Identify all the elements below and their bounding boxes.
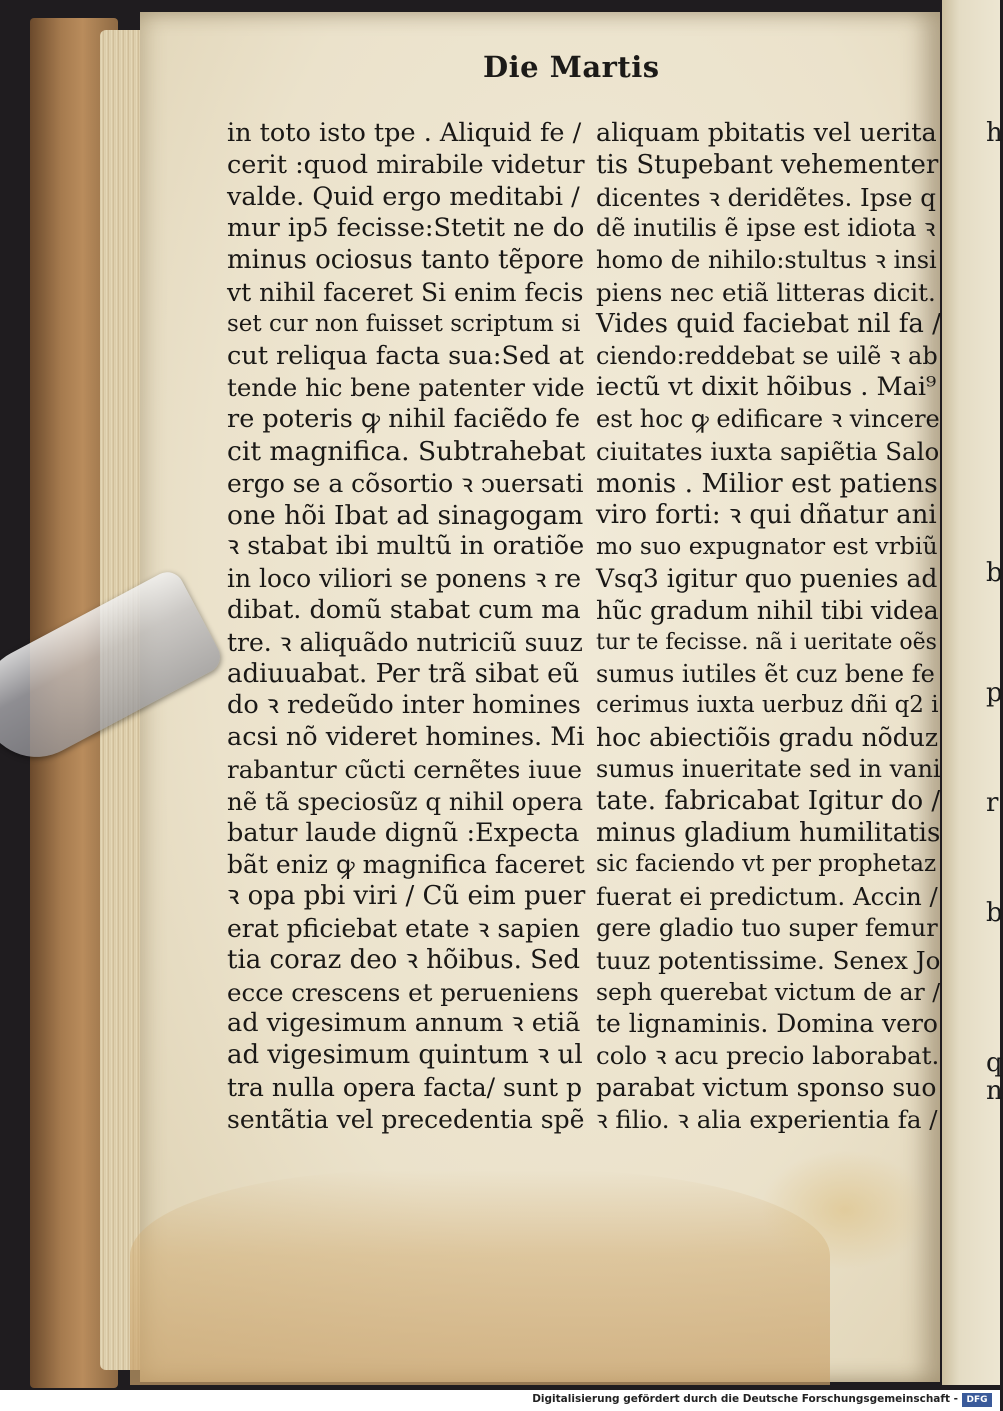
text-line: ꝛ stabat ibi multũ in oratiõe	[227, 531, 585, 562]
text-line: ecce crescens et perueniens	[227, 977, 579, 1007]
dfg-logo: DFG	[962, 1393, 992, 1407]
text-line: in loco viliori se ponens ꝛ re	[227, 564, 582, 594]
running-title: Die Martis	[483, 50, 660, 84]
footer-bar	[0, 1390, 1000, 1411]
text-line: tre. ꝛ aliquãdo nutriciũ suuz	[227, 627, 583, 657]
text-line: ciuitates iuxta sapiẽtia Salo	[596, 436, 940, 466]
neighbor-text-fragment: h	[986, 118, 1003, 148]
text-line: ad vigesimum annum ꝛ etiã	[227, 1008, 581, 1039]
text-line: rabantur cũcti cernẽtes iuue	[227, 754, 583, 784]
text-line: te lignaminis. Domina vero	[596, 1009, 938, 1039]
text-line: minus ociosus tanto tẽpore	[227, 245, 584, 276]
text-line: fuerat ei predictum. Accin /	[596, 882, 938, 912]
text-line: ciendo:reddebat se uilẽ ꝛ ab	[596, 341, 938, 370]
text-line: tate. fabricabat Igitur do /	[596, 785, 941, 816]
text-line: mo suo expugnator est vrbiũ	[596, 532, 938, 561]
footer-credit: Digitalisierung gefördert durch die Deutsche Forschungsgemeinschaft -	[532, 1393, 958, 1405]
text-line: cit magnifica. Subtrahebat	[227, 435, 586, 467]
text-column-right	[596, 118, 941, 1136]
text-line: nẽ tã speciosũz q nihil opera	[227, 786, 583, 816]
text-line: acsi nõ videret homines. Mi	[227, 722, 585, 753]
text-line: seph querebat victum de ar /	[596, 977, 941, 1006]
text-line: ergo se a cõsortio ꝛ ↄuersati	[227, 468, 584, 498]
text-line: dicentes ꝛ deridẽtes. Ipse q	[596, 182, 936, 212]
text-line: parabat victum sponso suo	[596, 1072, 937, 1102]
text-line: valde. Quid ergo meditabi /	[227, 181, 580, 212]
text-line: mur ip5 fecisse:Stetit ne do	[227, 213, 585, 244]
text-line: hoc abiectiõis gradu nõduz	[596, 723, 939, 753]
text-line: one hõi Ibat ad sinagogam	[227, 499, 584, 531]
text-line: sumus iutiles ẽt cuz bene fe	[596, 659, 935, 688]
text-line: ꝛ opa pbi viri / Cũ eim puer	[227, 881, 586, 912]
text-line: cut reliqua facta sua:Sed at	[227, 340, 584, 371]
water-stain-right	[760, 1150, 930, 1270]
text-line: vt nihil faceret Si enim fecis	[227, 277, 584, 307]
text-line: sentãtia vel precedentia spẽ	[227, 1104, 585, 1134]
text-line: viro forti: ꝛ qui dñatur ani	[596, 499, 937, 530]
text-line: tuuz potentissime. Senex Jo	[596, 945, 941, 975]
text-line: cerimus iuxta uerbuz dñi q2 i	[596, 692, 939, 719]
text-line: do ꝛ redeũdo inter homines	[227, 690, 581, 721]
text-line: in toto isto tpe . Aliquid fe /	[227, 118, 582, 148]
text-line: monis . Milior est patiens	[596, 467, 938, 499]
text-line: piens nec etiã litteras dicit.	[596, 277, 936, 307]
text-line: tur te fecisse. nã i ueritate oẽs	[596, 629, 937, 655]
text-line: ꝛ filio. ꝛ alia experientia fa /	[596, 1104, 938, 1134]
text-line: Vides quid faciebat nil fa /	[596, 308, 941, 339]
text-line: dibat. domũ stabat cum ma	[227, 594, 581, 625]
text-line: aliquam pbitatis vel uerita	[596, 118, 937, 148]
text-line: batur laude dignũ :Expecta	[227, 817, 580, 848]
text-line: ad vigesimum quintum ꝛ ul	[227, 1040, 583, 1071]
neighbor-text-fragment: r	[986, 788, 999, 818]
text-line: dẽ inutilis ẽ ipse est idiota ꝛ	[596, 214, 936, 243]
neighbor-text-fragment: n	[986, 1076, 1003, 1106]
text-line: sumus inueritate sed in vani	[596, 754, 941, 783]
text-line: hũc gradum nihil tibi videa	[596, 595, 939, 625]
text-line: bãt eniz ꝙ magnifica faceret	[227, 850, 585, 880]
text-line: tia coraz deo ꝛ hõibus. Sed	[227, 944, 580, 975]
text-line: iectũ vt dixit hõibus . Mai⁹	[596, 372, 937, 403]
text-line: cerit :quod mirabile videtur	[227, 149, 585, 180]
text-line: gere gladio tuo super femur	[596, 913, 938, 942]
text-line: sic faciendo vt per prophetaz	[596, 851, 937, 878]
text-line: minus gladium humilitatis	[596, 817, 941, 848]
neighbor-text-fragment: b	[986, 558, 1003, 588]
text-line: Vsq3 igitur quo puenies ad	[596, 564, 938, 594]
text-line: tra nulla opera facta/ sunt p	[227, 1072, 583, 1102]
text-line: colo ꝛ acu precio laborabat.	[596, 1041, 940, 1071]
text-line: adiuuabat. Per trã sibat eũ	[227, 658, 580, 689]
neighbor-text-fragment: p	[986, 678, 1003, 708]
text-line: est hoc ꝙ edificare ꝛ vincere	[596, 405, 940, 434]
text-line: tende hic bene patenter vide	[227, 373, 585, 403]
text-line: erat pficiebat etate ꝛ sapien	[227, 913, 580, 943]
text-line: re poteris ꝙ nihil faciẽdo fe	[227, 404, 581, 435]
text-line: tis Stupebant vehementer	[596, 149, 939, 180]
water-stain	[130, 1170, 830, 1385]
text-line: homo de nihilo:stultus ꝛ insi	[596, 246, 937, 275]
neighbor-text-fragment: b	[986, 898, 1003, 928]
text-line: set cur non fuisset scriptum si	[227, 310, 581, 337]
neighbor-text-fragment: q	[986, 1048, 1003, 1078]
text-column-left	[227, 118, 585, 1136]
